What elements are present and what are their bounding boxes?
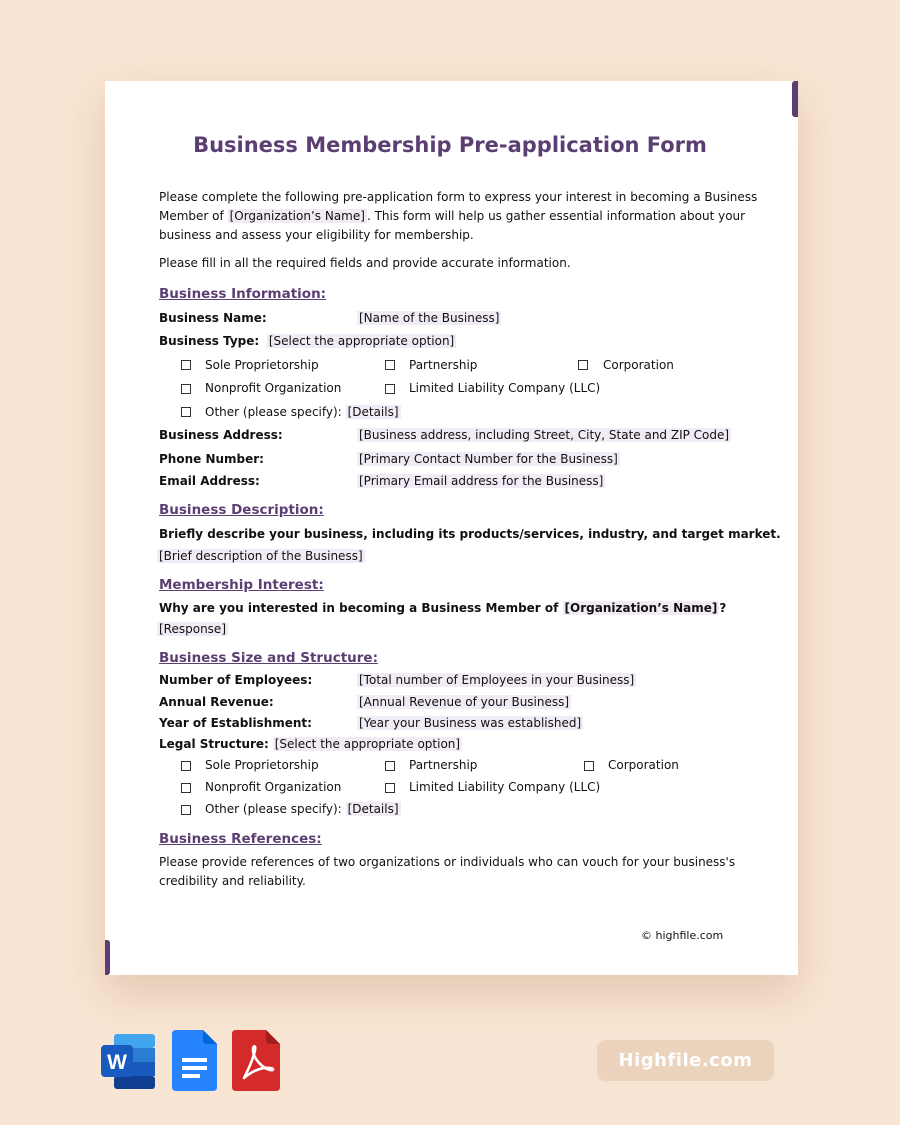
option-sole-proprietorship: Sole Proprietorship — [205, 358, 319, 372]
other-details-field[interactable]: [Details] — [347, 405, 399, 419]
legal-option-partnership: Partnership — [409, 758, 478, 772]
checkbox-partnership[interactable] — [385, 360, 395, 370]
checkbox-legal-other[interactable] — [181, 805, 191, 815]
checkbox-other[interactable] — [181, 407, 191, 417]
business-description-question: Briefly describe your business, including its products/services, industry, and target market. — [159, 527, 781, 541]
annual-revenue-field[interactable]: [Annual Revenue of your Business] — [359, 695, 570, 709]
checkbox-legal-nonprofit[interactable] — [181, 783, 191, 793]
legal-option-sole-proprietorship: Sole Proprietorship — [205, 758, 319, 772]
business-description-heading: Business Description: — [159, 502, 324, 518]
checkbox-sole-proprietorship[interactable] — [181, 360, 191, 370]
highfile-badge[interactable]: Highfile.com — [594, 1037, 777, 1084]
intro-line-1: Please complete the following pre-application form to express your interest in becoming a Business — [159, 190, 758, 204]
year-established-label: Year of Establishment: — [159, 716, 312, 730]
annual-revenue-label: Annual Revenue: — [159, 695, 274, 709]
pdf-icon[interactable] — [232, 1030, 280, 1091]
intro-note: Please fill in all the required fields and provide accurate information. — [159, 256, 571, 270]
copyright-text: © highfile.com — [641, 929, 724, 942]
option-nonprofit: Nonprofit Organization — [205, 381, 342, 395]
legal-structure-label: Legal Structure: — [159, 737, 269, 751]
business-address-label: Business Address: — [159, 428, 283, 442]
business-type-field[interactable]: [Select the appropriate option] — [268, 334, 455, 348]
intro-line-3: business and assess your eligibility for membership. — [159, 228, 474, 242]
google-docs-icon[interactable] — [172, 1030, 217, 1091]
checkbox-legal-llc[interactable] — [385, 783, 395, 793]
legal-structure-row — [159, 735, 462, 754]
checkbox-legal-partnership[interactable] — [385, 761, 395, 771]
business-size-heading: Business Size and Structure: — [159, 650, 378, 666]
phone-number-field[interactable]: [Primary Contact Number for the Business] — [359, 452, 618, 466]
email-address-field[interactable]: [Primary Email address for the Business] — [359, 474, 604, 488]
membership-response-field[interactable]: [Response] — [159, 622, 226, 636]
checkbox-llc[interactable] — [385, 384, 395, 394]
membership-question-start: Why are you interested in becoming a Business Member of — [159, 601, 563, 615]
business-name-field[interactable]: [Name of the Business] — [359, 311, 500, 325]
business-information-heading: Business Information: — [159, 286, 327, 302]
references-line-2: credibility and reliability. — [159, 874, 306, 888]
legal-structure-field[interactable]: [Select the appropriate option] — [274, 737, 461, 751]
intro-line-2-start: Member of — [159, 209, 228, 223]
email-address-label: Email Address: — [159, 474, 260, 488]
corner-accent-bottom — [105, 940, 110, 975]
checkbox-legal-corporation[interactable] — [584, 761, 594, 771]
phone-number-label: Phone Number: — [159, 452, 264, 466]
legal-option-other-label: Other (please specify): — [205, 802, 342, 816]
business-address-field[interactable]: [Business address, including Street, City, State and ZIP Code] — [359, 428, 730, 442]
checkbox-nonprofit[interactable] — [181, 384, 191, 394]
references-line-1: Please provide references of two organizations or individuals who can vouch for your business's — [159, 855, 736, 869]
business-references-heading: Business References: — [159, 831, 322, 847]
option-partnership: Partnership — [409, 358, 478, 372]
business-name-label: Business Name: — [159, 311, 267, 325]
option-other-label: Other (please specify): — [205, 405, 342, 419]
word-icon-letter: W — [107, 1051, 127, 1074]
membership-question-end: ? — [719, 601, 727, 615]
option-corporation: Corporation — [603, 358, 674, 372]
legal-option-corporation: Corporation — [608, 758, 679, 772]
employees-label: Number of Employees: — [159, 673, 313, 687]
option-llc: Limited Liability Company (LLC) — [409, 381, 601, 395]
membership-interest-heading: Membership Interest: — [159, 577, 324, 593]
corner-accent-top — [792, 81, 798, 117]
business-type-row — [159, 332, 456, 351]
year-established-field[interactable]: [Year your Business was established] — [359, 716, 582, 730]
legal-option-other — [205, 800, 401, 819]
employees-field[interactable]: [Total number of Employees in your Business] — [359, 673, 635, 687]
organization-name-placeholder[interactable]: [Organization’s Name] — [229, 209, 365, 223]
organization-name-placeholder-2[interactable]: [Organization’s Name] — [564, 601, 718, 615]
intro-line-2 — [159, 207, 745, 226]
form-title: Business Membership Pre-application Form — [193, 133, 707, 157]
legal-other-details-field[interactable]: [Details] — [347, 802, 399, 816]
checkbox-corporation[interactable] — [578, 360, 588, 370]
membership-interest-question — [159, 599, 726, 618]
option-other — [205, 403, 401, 422]
business-description-field[interactable]: [Brief description of the Business] — [159, 549, 363, 563]
checkbox-legal-sole-proprietorship[interactable] — [181, 761, 191, 771]
word-icon[interactable] — [100, 1031, 157, 1091]
intro-line-2-end: . This form will help us gather essential information about your — [366, 209, 746, 223]
legal-option-nonprofit: Nonprofit Organization — [205, 780, 342, 794]
business-type-label: Business Type: — [159, 334, 260, 348]
legal-option-llc: Limited Liability Company (LLC) — [409, 780, 601, 794]
